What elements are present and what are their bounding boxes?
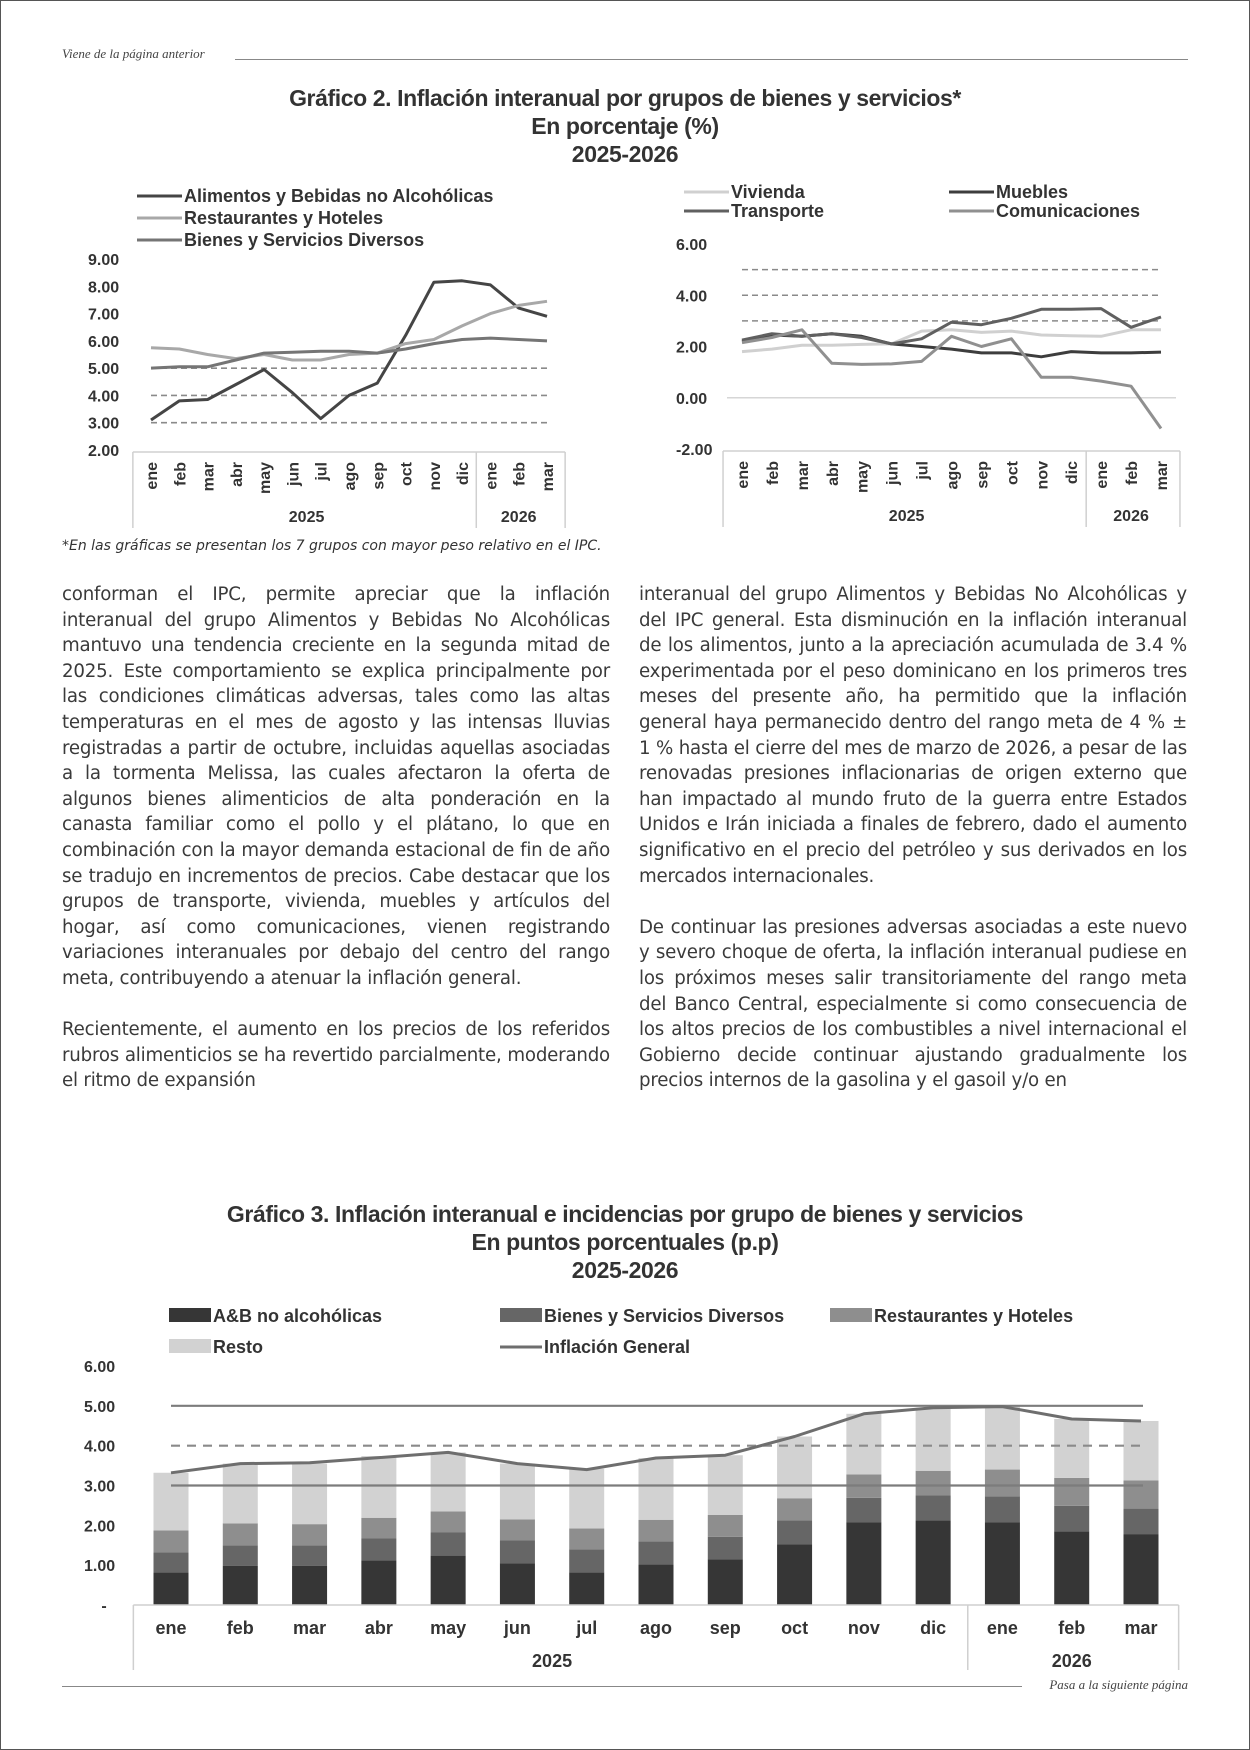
- bar-segment: [1054, 1478, 1089, 1506]
- legend-label: Vivienda: [731, 182, 805, 202]
- bar-segment: [431, 1533, 466, 1556]
- year-label: 2026: [500, 509, 537, 526]
- bar-segment: [569, 1549, 604, 1572]
- bar-segment: [154, 1531, 189, 1553]
- x-tick-label: nov: [426, 462, 444, 491]
- legend-label: Muebles: [996, 182, 1069, 202]
- x-tick-label: jun: [884, 461, 902, 485]
- bar-segment: [500, 1563, 535, 1605]
- x-tick-label: mar: [794, 461, 812, 491]
- x-tick-label: ago: [639, 1618, 673, 1638]
- year-label: 2026: [1113, 508, 1149, 525]
- bar-segment: [916, 1408, 951, 1471]
- x-tick-label: feb: [1058, 1618, 1086, 1638]
- y-tick-label: 5.00: [88, 361, 120, 379]
- bar-segment: [569, 1572, 604, 1605]
- bar-segment: [361, 1518, 396, 1539]
- x-tick-label: jun: [285, 462, 303, 486]
- x-tick-label: ago: [342, 462, 359, 491]
- year-label: 2026: [1051, 1651, 1092, 1671]
- paragraph: Recientemente, el aumento en los precios de los referidos rubros alimenticios se ha revertido parcialmente, moderando el ritmo de expansión: [62, 1019, 610, 1092]
- footer-rule: [62, 1686, 1022, 1687]
- legend-label: Resto: [213, 1337, 264, 1357]
- x-tick-label: abr: [228, 462, 246, 487]
- bar-segment: [1054, 1506, 1089, 1531]
- legend-label: Bienes y Servicios Diversos: [184, 230, 425, 250]
- x-tick-label: feb: [226, 1618, 254, 1638]
- year-label: 2025: [288, 509, 325, 526]
- continued-to-label: Pasa a la siguiente página: [1049, 1677, 1188, 1692]
- bar-segment: [569, 1469, 604, 1529]
- x-tick-label: sep: [370, 462, 388, 490]
- bar-segment: [985, 1522, 1020, 1605]
- bar-segment: [639, 1458, 674, 1520]
- bar-segment: [223, 1523, 258, 1545]
- y-tick-label: 1.00: [84, 1558, 116, 1576]
- x-tick-label: feb: [511, 462, 529, 486]
- x-tick-label: ene: [735, 461, 752, 489]
- bar-segment: [361, 1560, 396, 1605]
- x-tick-label: dic: [1064, 461, 1082, 485]
- x-tick-label: nov: [847, 1618, 880, 1638]
- x-tick-label: abr: [364, 1618, 393, 1638]
- y-tick-label: 2.00: [88, 443, 120, 460]
- x-tick-label: jul: [313, 462, 331, 481]
- y-tick-label: -2.00: [676, 442, 713, 459]
- bar-segment: [500, 1540, 535, 1563]
- y-tick-label: 5.00: [84, 1398, 116, 1416]
- bar-segment: [639, 1520, 674, 1542]
- bar-segment: [985, 1407, 1020, 1470]
- year-label: 2025: [888, 508, 925, 525]
- chart2-footnote: *En las gráficas se presentan los 7 grupos con mayor peso relativo en el IPC.: [62, 538, 602, 554]
- x-tick-label: jun: [503, 1618, 531, 1638]
- x-tick-label: mar: [1154, 461, 1171, 491]
- bar-segment: [292, 1545, 327, 1566]
- bar-segment: [639, 1564, 674, 1605]
- x-tick-label: ago: [944, 461, 962, 490]
- y-tick-label: -: [101, 1598, 107, 1615]
- bar-segment: [1124, 1509, 1159, 1534]
- x-tick-label: nov: [1034, 461, 1052, 490]
- x-tick-label: ene: [483, 462, 501, 490]
- y-tick-label: 7.00: [88, 306, 120, 324]
- x-tick-label: oct: [781, 1618, 809, 1638]
- bar-segment: [777, 1521, 812, 1545]
- bar-segment: [431, 1452, 466, 1511]
- bar-segment: [223, 1464, 258, 1524]
- y-tick-label: 9.00: [88, 252, 120, 269]
- y-tick-label: 6.00: [84, 1359, 116, 1376]
- paragraph: interanual del grupo Alimentos y Bebidas No Alcohólicas y del IPC general. Esta disminución en la inflación interanual de los alimentos, junto a la apreciación acumulada de 3.4 % experimentada por el peso dominicano en los primeros tres meses del presente año, ha permitido que la inflación general haya permanecido dentro del rango meta de 4 % ± 1 % hasta el cierre del mes de marzo de 2026, a pesar de las renovadas presiones inflacionarias de origen externo que han impactado al mundo fruto de la guerra entre Estados Unidos e Irán iniciada a finales de febrero, dado el aumento significativo en el precio del petróleo y sus derivados en los mercados internacionales.: [639, 584, 1187, 887]
- legend-swatch: [830, 1308, 872, 1322]
- paragraph: De continuar las presiones adversas asociadas a este nuevo y severo choque de oferta, la inflación interanual pudiese en los próximos meses salir transitoriamente del rango meta del Banco Central, especialmente si como consecuencia de los altos precios de los combustibles a nivel internacional el Gobierno decide continuar ajustando gradualmente los precios internos de la gasolina y el gasoil y/o en: [639, 916, 1187, 1092]
- chart2-title-line1: Gráfico 2. Inflación interanual por grupos de bienes y servicios*: [289, 85, 961, 111]
- x-tick-label: may: [854, 461, 872, 494]
- x-tick-label: ene: [986, 1618, 1018, 1638]
- bar-segment: [708, 1537, 743, 1559]
- bar-segment: [292, 1464, 327, 1525]
- bar-segment: [292, 1566, 327, 1605]
- x-tick-label: jul: [914, 461, 932, 480]
- bar-segment: [639, 1541, 674, 1564]
- x-tick-label: sep: [709, 1618, 741, 1638]
- bar-segment: [708, 1559, 743, 1605]
- x-tick-label: mar: [540, 462, 557, 492]
- x-tick-label: ene: [144, 462, 161, 490]
- legend-label: A&B no alcohólicas: [213, 1306, 383, 1326]
- chart3-title-line1: Gráfico 3. Inflación interanual e incidencias por grupo de bienes y servicios: [226, 1201, 1024, 1227]
- bar-segment: [223, 1566, 258, 1605]
- bar-segment: [569, 1529, 604, 1550]
- bar-segment: [846, 1414, 881, 1475]
- x-tick-label: oct: [398, 462, 416, 486]
- bar-segment: [777, 1544, 812, 1605]
- bar-segment: [223, 1545, 258, 1566]
- bar-segment: [154, 1473, 189, 1531]
- x-tick-label: abr: [824, 461, 842, 486]
- bar-segment: [916, 1521, 951, 1605]
- bar-segment: [846, 1498, 881, 1522]
- bar-segment: [777, 1498, 812, 1520]
- bar-segment: [1124, 1421, 1159, 1480]
- paragraph: conforman el IPC, permite apreciar que la inflación interanual del grupo Alimentos y Bebidas No Alcohólicas mantuvo una tendencia creciente en la segunda mitad de 2025. Este comportamiento se explica principalmente por las condiciones climáticas adversas, tales como las altas temperaturas en el mes de agosto y las intensas lluvias registradas a partir de octubre, incluidas aquellas asociadas a la tormenta Melissa, las cuales afectaron la oferta de algunos bienes alimenticios de alta ponderación en la canasta familiar como el pollo y el plátano, lo que en combinación con la mayor demanda estacional de fin de año se tradujo en incrementos de precios. Cabe destacar que los grupos de transporte, vivienda, muebles y artículos del hogar, así como comunicaciones, vienen registrando variaciones interanuales por debajo del centro del rango meta, contribuyendo a atenuar la inflación general.: [62, 584, 610, 989]
- x-tick-label: may: [430, 1618, 467, 1638]
- bar-segment: [985, 1496, 1020, 1522]
- chart3-title-line2: En puntos porcentuales (p.p): [471, 1229, 779, 1255]
- y-tick-label: 4.00: [88, 388, 120, 406]
- x-tick-label: feb: [172, 462, 190, 486]
- x-tick-label: ene: [1094, 461, 1112, 489]
- legend-label: Restaurantes y Hoteles: [184, 208, 384, 228]
- legend-label: Restaurantes y Hoteles: [874, 1306, 1074, 1326]
- x-tick-label: oct: [1004, 461, 1022, 486]
- bar-segment: [154, 1552, 189, 1572]
- legend-label: Comunicaciones: [996, 201, 1141, 221]
- bar-segment: [1124, 1534, 1159, 1605]
- continued-from-label: Viene de la página anterior: [62, 46, 205, 61]
- y-tick-label: 6.00: [676, 237, 708, 254]
- x-tick-label: dic: [920, 1618, 947, 1638]
- bar-segment: [431, 1556, 466, 1605]
- chart2-title-line3: 2025-2026: [571, 141, 679, 167]
- bar-segment: [916, 1495, 951, 1520]
- bar-segment: [500, 1519, 535, 1540]
- chart2-title-line2: En porcentaje (%): [531, 113, 719, 139]
- bar-segment: [916, 1471, 951, 1496]
- y-tick-label: 8.00: [88, 279, 120, 297]
- legend-label: Transporte: [731, 201, 825, 221]
- year-label: 2025: [532, 1651, 573, 1671]
- legend-swatch: [169, 1308, 211, 1322]
- x-tick-label: jul: [576, 1618, 598, 1638]
- bar-segment: [431, 1511, 466, 1532]
- x-tick-label: mar: [293, 1618, 327, 1638]
- x-tick-label: sep: [974, 461, 992, 489]
- y-tick-label: 4.00: [84, 1438, 116, 1456]
- bar-segment: [500, 1464, 535, 1520]
- bar-segment: [1054, 1419, 1089, 1478]
- chart3-title-line3: 2025-2026: [571, 1257, 679, 1283]
- x-tick-label: mar: [200, 462, 218, 492]
- y-tick-label: 2.00: [676, 339, 708, 357]
- y-tick-label: 3.00: [84, 1478, 116, 1496]
- x-tick-label: feb: [1124, 461, 1142, 485]
- bar-segment: [1054, 1531, 1089, 1605]
- bar-segment: [361, 1456, 396, 1518]
- legend-label: Inflación General: [544, 1337, 691, 1357]
- y-tick-label: 2.00: [84, 1518, 116, 1536]
- x-tick-label: mar: [1124, 1618, 1158, 1638]
- x-tick-label: feb: [764, 461, 782, 485]
- bar-segment: [708, 1515, 743, 1537]
- legend-label: Bienes y Servicios Diversos: [544, 1306, 785, 1326]
- legend-swatch: [500, 1308, 542, 1322]
- bar-segment: [846, 1522, 881, 1605]
- y-tick-label: 4.00: [676, 288, 708, 306]
- bar-segment: [154, 1572, 189, 1605]
- legend-label: Alimentos y Bebidas no Alcohólicas: [184, 186, 494, 206]
- bar-segment: [985, 1470, 1020, 1497]
- x-tick-label: may: [257, 462, 275, 495]
- y-tick-label: 6.00: [88, 333, 120, 351]
- legend-swatch: [169, 1339, 211, 1353]
- y-tick-label: 3.00: [88, 415, 120, 433]
- bar-segment: [292, 1524, 327, 1545]
- x-tick-label: dic: [455, 462, 473, 486]
- y-tick-label: 0.00: [676, 390, 708, 408]
- x-tick-label: ene: [155, 1618, 187, 1638]
- bar-segment: [361, 1538, 396, 1560]
